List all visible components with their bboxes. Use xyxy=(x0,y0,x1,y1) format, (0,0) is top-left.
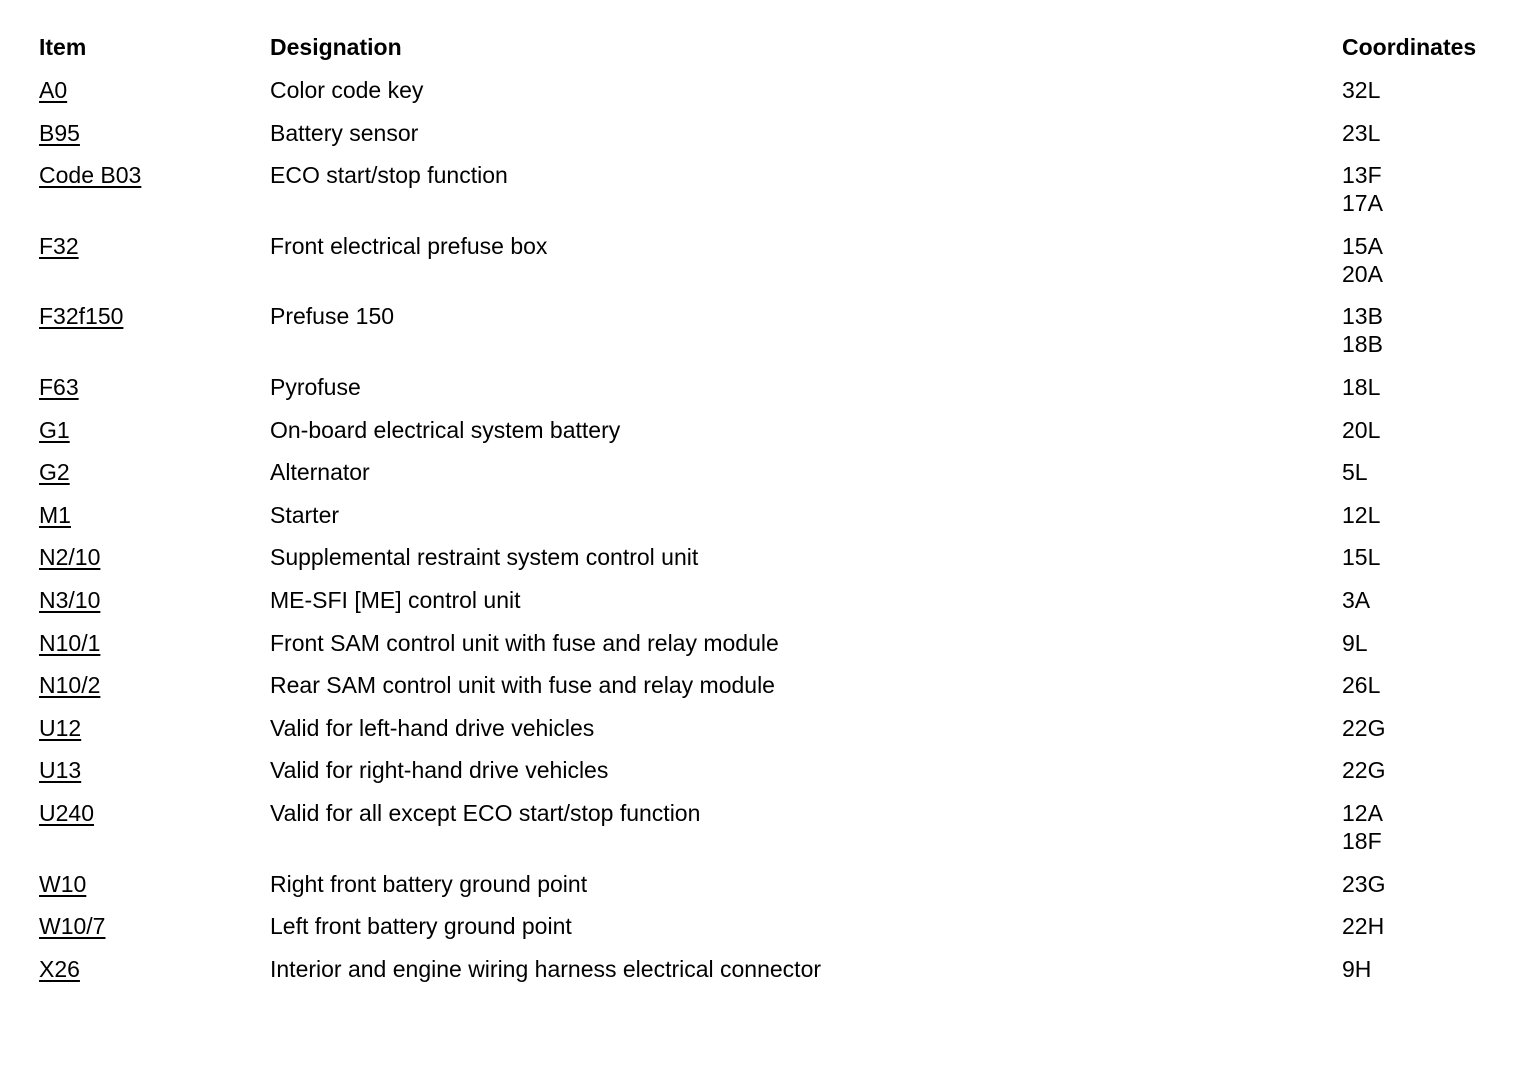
coordinates-cell xyxy=(1342,458,1499,499)
designation-cell: Prefuse 150 xyxy=(270,303,395,330)
designation-cell: Right front battery ground point xyxy=(270,870,588,897)
designation-cell: Front SAM control unit with fuse and relay module xyxy=(270,629,779,656)
item-link[interactable]: U240 xyxy=(39,799,94,826)
coordinates-cell xyxy=(1342,870,1499,911)
item-cell xyxy=(39,870,270,911)
item-link[interactable]: B95 xyxy=(39,119,80,146)
coordinate-value: 9H xyxy=(1342,955,1372,982)
designation-cell: Starter xyxy=(270,501,340,528)
designation-cell: Battery sensor xyxy=(270,119,419,146)
coordinate-value: 22G xyxy=(1342,757,1386,784)
coordinates-cell xyxy=(1342,543,1499,584)
table-row xyxy=(39,117,1499,160)
item-link[interactable]: M1 xyxy=(39,501,71,528)
coordinate-value: 12A xyxy=(1342,799,1383,826)
coordinate-value: 3A xyxy=(1342,586,1371,613)
header-item: Item xyxy=(39,34,87,60)
item-cell xyxy=(39,671,270,712)
coordinate-value: 20L xyxy=(1342,416,1381,443)
item-cell xyxy=(39,119,270,160)
coordinates-cell xyxy=(1342,373,1499,414)
table-row xyxy=(39,910,1499,953)
table-row xyxy=(39,712,1499,755)
designation-cell: ECO start/stop function xyxy=(270,162,508,189)
item-cell xyxy=(39,232,270,301)
coordinate-value: 18L xyxy=(1342,373,1381,400)
coordinates-cell xyxy=(1342,714,1499,755)
legend-table xyxy=(39,30,1499,995)
designation-cell: Front electrical prefuse box xyxy=(270,232,548,259)
table-row xyxy=(39,499,1499,542)
coordinates-cell xyxy=(1342,501,1499,542)
coordinate-value: 17A xyxy=(1342,190,1383,217)
designation-cell: Interior and engine wiring harness electrical connector xyxy=(270,955,822,982)
designation-cell: Pyrofuse xyxy=(270,373,361,400)
item-cell xyxy=(39,586,270,627)
designation-cell: Valid for all except ECO start/stop function xyxy=(270,799,701,826)
coordinates-cell xyxy=(1342,799,1499,868)
item-link[interactable]: U13 xyxy=(39,757,82,784)
coordinates-cell xyxy=(1342,161,1499,230)
designation-cell: ME-SFI [ME] control unit xyxy=(270,586,521,613)
coordinate-value: 20A xyxy=(1342,260,1383,287)
item-link[interactable]: G1 xyxy=(39,416,70,443)
coordinate-value: 13F xyxy=(1342,162,1382,189)
coordinates-cell xyxy=(1342,629,1499,670)
coordinate-value: 13B xyxy=(1342,303,1383,330)
header-designation: Designation xyxy=(270,34,402,60)
coordinate-value: 15L xyxy=(1342,544,1381,571)
item-cell xyxy=(39,416,270,457)
item-link[interactable]: N10/2 xyxy=(39,672,101,699)
item-link[interactable]: F63 xyxy=(39,373,79,400)
coordinates-cell xyxy=(1342,232,1499,301)
table-row xyxy=(39,74,1499,117)
designation-cell: Color code key xyxy=(270,77,424,103)
item-cell xyxy=(39,714,270,755)
table-row xyxy=(39,456,1499,499)
coordinate-value: 15A xyxy=(1342,232,1383,259)
item-link[interactable]: W10 xyxy=(39,870,87,897)
item-link[interactable]: N3/10 xyxy=(39,586,101,613)
table-row xyxy=(39,300,1499,371)
designation-cell: Supplemental restraint system control unit xyxy=(270,544,699,571)
item-cell xyxy=(39,629,270,670)
coordinates-cell xyxy=(1342,302,1499,371)
item-cell xyxy=(39,302,270,371)
table-row xyxy=(39,541,1499,584)
item-cell xyxy=(39,799,270,868)
item-link[interactable]: U12 xyxy=(39,714,82,741)
table-row xyxy=(39,627,1499,670)
item-link[interactable]: F32f150 xyxy=(39,303,124,330)
item-cell xyxy=(39,501,270,542)
table-row xyxy=(39,584,1499,627)
table-row xyxy=(39,868,1499,911)
coordinate-value: 5L xyxy=(1342,459,1368,486)
coordinate-value: 18F xyxy=(1342,827,1382,854)
coordinates-cell xyxy=(1342,912,1499,953)
header-coordinates: Coordinates xyxy=(1342,34,1477,60)
coordinates-cell xyxy=(1342,756,1499,797)
item-link[interactable]: F32 xyxy=(39,232,79,259)
designation-cell: On-board electrical system battery xyxy=(270,416,621,443)
item-link[interactable]: A0 xyxy=(39,77,68,103)
item-link[interactable]: Code B03 xyxy=(39,162,142,189)
table-row xyxy=(39,371,1499,414)
table-row xyxy=(39,953,1499,996)
table-row xyxy=(39,754,1499,797)
coordinates-cell xyxy=(1342,955,1499,996)
coordinates-cell xyxy=(1342,76,1499,117)
item-link[interactable]: N10/1 xyxy=(39,629,101,656)
coordinate-value: 9L xyxy=(1342,629,1368,656)
coordinates-cell xyxy=(1342,671,1499,712)
table-row xyxy=(39,797,1499,868)
item-link[interactable]: G2 xyxy=(39,459,70,486)
coordinate-value: 22G xyxy=(1342,714,1386,741)
table-body xyxy=(39,74,1499,995)
item-cell xyxy=(39,161,270,230)
item-cell xyxy=(39,76,270,117)
header-row xyxy=(39,30,1499,74)
table-row xyxy=(39,230,1499,301)
item-cell xyxy=(39,955,270,996)
item-link[interactable]: X26 xyxy=(39,955,80,982)
item-link[interactable]: N2/10 xyxy=(39,544,101,571)
coordinates-cell xyxy=(1342,586,1499,627)
coordinate-value: 23L xyxy=(1342,119,1381,146)
coordinate-value: 32L xyxy=(1342,77,1381,103)
item-link[interactable]: W10/7 xyxy=(39,913,106,940)
item-cell xyxy=(39,912,270,953)
coordinate-value: 18B xyxy=(1342,331,1383,358)
designation-cell: Alternator xyxy=(270,459,370,486)
designation-cell: Valid for left-hand drive vehicles xyxy=(270,714,595,741)
coordinates-cell xyxy=(1342,416,1499,457)
table-row xyxy=(39,159,1499,230)
designation-cell: Valid for right-hand drive vehicles xyxy=(270,757,609,784)
table-row xyxy=(39,414,1499,457)
item-cell xyxy=(39,543,270,584)
item-cell xyxy=(39,458,270,499)
coordinate-value: 23G xyxy=(1342,870,1386,897)
item-cell xyxy=(39,756,270,797)
coordinate-value: 22H xyxy=(1342,913,1385,940)
coordinates-cell xyxy=(1342,119,1499,160)
item-cell xyxy=(39,373,270,414)
designation-cell: Left front battery ground point xyxy=(270,913,572,940)
coordinate-value: 12L xyxy=(1342,501,1381,528)
coordinate-value: 26L xyxy=(1342,672,1381,699)
designation-cell: Rear SAM control unit with fuse and relay module xyxy=(270,672,775,699)
table-row xyxy=(39,669,1499,712)
